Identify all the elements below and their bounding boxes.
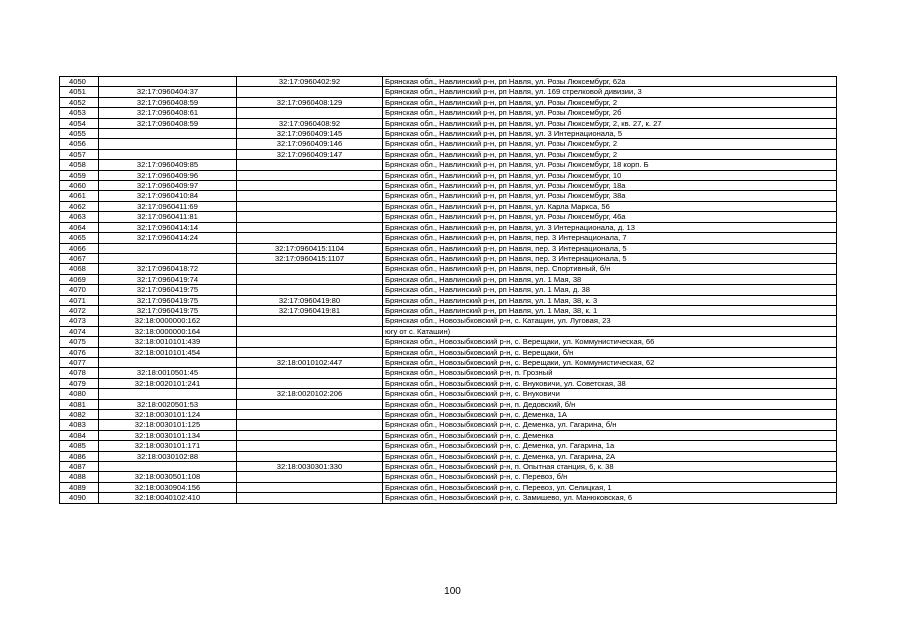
cadastral-number-cell bbox=[99, 253, 237, 263]
address-cell: Брянская обл., Новозыбковский р-н, с. Перевоз, ул. Селицкая, 1 bbox=[383, 482, 837, 492]
table-row bbox=[60, 139, 837, 149]
linked-cadastral-number-cell bbox=[237, 347, 383, 357]
linked-cadastral-number-cell: 32:17:0960409:146 bbox=[237, 139, 383, 149]
linked-cadastral-number-cell: 32:17:0960419:81 bbox=[237, 305, 383, 315]
linked-cadastral-number-cell: 32:17:0960402:92 bbox=[237, 77, 383, 87]
table-row bbox=[60, 285, 837, 295]
address-cell: Брянская обл., Новозыбковский р-н, с. Деменка, ул. Гагарина, 2А bbox=[383, 451, 837, 461]
linked-cadastral-number-cell bbox=[237, 420, 383, 430]
cadastral-number-cell: 32:18:0020501:53 bbox=[99, 399, 237, 409]
row-number-cell: 4081 bbox=[60, 399, 99, 409]
cadastral-number-cell: 32:18:0010101:454 bbox=[99, 347, 237, 357]
linked-cadastral-number-cell bbox=[237, 493, 383, 503]
address-cell: Брянская обл., Навлинский р-н, рп Навля, ул. Розы Люксембург, 2, кв. 27, к. 27 bbox=[383, 118, 837, 128]
table-row bbox=[60, 222, 837, 232]
row-number-cell: 4052 bbox=[60, 97, 99, 107]
linked-cadastral-number-cell bbox=[237, 337, 383, 347]
cadastral-number-cell: 32:17:0960419:75 bbox=[99, 295, 237, 305]
address-cell: Брянская обл., Новозыбковский р-н, с. Деменка, 1А bbox=[383, 410, 837, 420]
row-number-cell: 4078 bbox=[60, 368, 99, 378]
linked-cadastral-number-cell: 32:17:0960415:1107 bbox=[237, 253, 383, 263]
cadastral-number-cell bbox=[99, 129, 237, 139]
table-row bbox=[60, 378, 837, 388]
address-cell: Брянская обл., Новозыбковский р-н, с. Замишево, ул. Манюковская, 6 bbox=[383, 493, 837, 503]
cadastral-number-cell: 32:18:0010101:439 bbox=[99, 337, 237, 347]
address-cell: Брянская обл., Навлинский р-н, рп Навля, ул. 1 Мая, 38 bbox=[383, 274, 837, 284]
row-number-cell: 4071 bbox=[60, 295, 99, 305]
table-row bbox=[60, 212, 837, 222]
table-row bbox=[60, 274, 837, 284]
linked-cadastral-number-cell bbox=[237, 472, 383, 482]
address-cell: Брянская обл., Навлинский р-н, рп Навля, ул. 1 Мая, д. 38 bbox=[383, 285, 837, 295]
row-number-cell: 4084 bbox=[60, 430, 99, 440]
cadastral-number-cell: 32:17:0960419:75 bbox=[99, 305, 237, 315]
row-number-cell: 4075 bbox=[60, 337, 99, 347]
table-row bbox=[60, 337, 837, 347]
row-number-cell: 4056 bbox=[60, 139, 99, 149]
linked-cadastral-number-cell: 32:17:0960408:129 bbox=[237, 97, 383, 107]
cadastral-number-cell: 32:18:0030101:125 bbox=[99, 420, 237, 430]
cadastral-number-cell: 32:17:0960419:74 bbox=[99, 274, 237, 284]
cadastral-number-cell: 32:17:0960411:81 bbox=[99, 212, 237, 222]
table-row bbox=[60, 410, 837, 420]
table-row bbox=[60, 201, 837, 211]
address-cell: Брянская обл., Навлинский р-н, рп Навля, пер. 3 Интернационала, 5 bbox=[383, 253, 837, 263]
linked-cadastral-number-cell bbox=[237, 451, 383, 461]
address-cell: Брянская обл., Новозыбковский р-н, с. Верещаки, ул. Коммунистическая, 66 bbox=[383, 337, 837, 347]
row-number-cell: 4060 bbox=[60, 181, 99, 191]
linked-cadastral-number-cell bbox=[237, 368, 383, 378]
linked-cadastral-number-cell bbox=[237, 410, 383, 420]
address-cell: Брянская обл., Навлинский р-н, рп Навля, ул. Розы Люксембург, 18а bbox=[383, 181, 837, 191]
cadastral-number-cell: 32:18:0030101:171 bbox=[99, 441, 237, 451]
linked-cadastral-number-cell bbox=[237, 191, 383, 201]
address-cell: Брянская обл., Навлинский р-н, рп Навля, ул. Розы Люксембург, 18 корп. Б bbox=[383, 160, 837, 170]
row-number-cell: 4085 bbox=[60, 441, 99, 451]
linked-cadastral-number-cell bbox=[237, 222, 383, 232]
address-cell: Брянская обл., Новозыбковский р-н, п. Грозный bbox=[383, 368, 837, 378]
row-number-cell: 4073 bbox=[60, 316, 99, 326]
table-row bbox=[60, 430, 837, 440]
row-number-cell: 4055 bbox=[60, 129, 99, 139]
row-number-cell: 4053 bbox=[60, 108, 99, 118]
cadastral-number-cell: 32:18:0020101:241 bbox=[99, 378, 237, 388]
cadastral-number-cell bbox=[99, 462, 237, 472]
row-number-cell: 4065 bbox=[60, 233, 99, 243]
linked-cadastral-number-cell: 32:18:0020102:206 bbox=[237, 389, 383, 399]
address-cell: Брянская обл., Навлинский р-н, рп Навля, пер. Спортивный, б/н bbox=[383, 264, 837, 274]
table-row bbox=[60, 129, 837, 139]
cadastral-number-cell: 32:17:0960409:96 bbox=[99, 170, 237, 180]
table-row bbox=[60, 357, 837, 367]
table-row bbox=[60, 389, 837, 399]
cadastral-number-cell: 32:17:0960404:37 bbox=[99, 87, 237, 97]
address-cell: Брянская обл., Навлинский р-н, рп Навля, ул. Розы Люксембург, 38а bbox=[383, 191, 837, 201]
cadastral-number-cell: 32:17:0960409:97 bbox=[99, 181, 237, 191]
table-row bbox=[60, 295, 837, 305]
linked-cadastral-number-cell bbox=[237, 430, 383, 440]
linked-cadastral-number-cell bbox=[237, 316, 383, 326]
cadastral-number-cell: 32:17:0960410:84 bbox=[99, 191, 237, 201]
table-row bbox=[60, 368, 837, 378]
address-cell: Брянская обл., Новозыбковский р-н, с. Деменка bbox=[383, 430, 837, 440]
table-row bbox=[60, 243, 837, 253]
row-number-cell: 4074 bbox=[60, 326, 99, 336]
address-cell: Брянская обл., Навлинский р-н, рп Навля, ул. 1 Мая, 38, к. 3 bbox=[383, 295, 837, 305]
address-cell: Брянская обл., Навлинский р-н, рп Навля, пер. 3 Интернационала, 5 bbox=[383, 243, 837, 253]
linked-cadastral-number-cell: 32:18:0030301:330 bbox=[237, 462, 383, 472]
linked-cadastral-number-cell bbox=[237, 274, 383, 284]
table-row bbox=[60, 482, 837, 492]
row-number-cell: 4077 bbox=[60, 357, 99, 367]
linked-cadastral-number-cell: 32:17:0960408:92 bbox=[237, 118, 383, 128]
row-number-cell: 4067 bbox=[60, 253, 99, 263]
row-number-cell: 4089 bbox=[60, 482, 99, 492]
row-number-cell: 4051 bbox=[60, 87, 99, 97]
row-number-cell: 4068 bbox=[60, 264, 99, 274]
row-number-cell: 4066 bbox=[60, 243, 99, 253]
address-cell: Брянская обл., Навлинский р-н, рп Навля, ул. Розы Люксембург, 2 bbox=[383, 149, 837, 159]
linked-cadastral-number-cell bbox=[237, 482, 383, 492]
cadastral-number-cell: 32:18:0030101:134 bbox=[99, 430, 237, 440]
row-number-cell: 4090 bbox=[60, 493, 99, 503]
row-number-cell: 4062 bbox=[60, 201, 99, 211]
address-cell: Брянская обл., Навлинский р-н, рп Навля, ул. Розы Люксембург, 2б bbox=[383, 108, 837, 118]
row-number-cell: 4080 bbox=[60, 389, 99, 399]
address-cell: Брянская обл., Навлинский р-н, рп Навля, ул. Розы Люксембург, 2 bbox=[383, 139, 837, 149]
linked-cadastral-number-cell bbox=[237, 201, 383, 211]
registry-table-body bbox=[60, 77, 837, 504]
address-cell: Брянская обл., Навлинский р-н, рп Навля, ул. 169 стрелковой дивизии, 3 bbox=[383, 87, 837, 97]
cadastral-number-cell: 32:18:0030501:108 bbox=[99, 472, 237, 482]
address-cell: Брянская обл., Новозыбковский р-н, с. Катащин, ул. Луговая, 23 bbox=[383, 316, 837, 326]
cadastral-number-cell: 32:17:0960408:61 bbox=[99, 108, 237, 118]
table-row bbox=[60, 441, 837, 451]
table-row bbox=[60, 160, 837, 170]
linked-cadastral-number-cell bbox=[237, 108, 383, 118]
cadastral-number-cell: 32:18:0010501:45 bbox=[99, 368, 237, 378]
linked-cadastral-number-cell bbox=[237, 212, 383, 222]
cadastral-number-cell: 32:18:0030102:88 bbox=[99, 451, 237, 461]
row-number-cell: 4050 bbox=[60, 77, 99, 87]
row-number-cell: 4088 bbox=[60, 472, 99, 482]
linked-cadastral-number-cell bbox=[237, 181, 383, 191]
table-row bbox=[60, 181, 837, 191]
row-number-cell: 4079 bbox=[60, 378, 99, 388]
cadastral-number-cell bbox=[99, 139, 237, 149]
address-cell: Брянская обл., Новозыбковский р-н, с. Внуковичи bbox=[383, 389, 837, 399]
table-row bbox=[60, 472, 837, 482]
cadastral-number-cell bbox=[99, 389, 237, 399]
table-row bbox=[60, 170, 837, 180]
cadastral-number-cell: 32:17:0960408:59 bbox=[99, 97, 237, 107]
row-number-cell: 4069 bbox=[60, 274, 99, 284]
cadastral-number-cell: 32:18:0040102:410 bbox=[99, 493, 237, 503]
table-row bbox=[60, 264, 837, 274]
address-cell: Брянская обл., Новозыбковский р-н, с. Верещаки, б/н bbox=[383, 347, 837, 357]
row-number-cell: 4064 bbox=[60, 222, 99, 232]
cadastral-number-cell: 32:17:0960414:14 bbox=[99, 222, 237, 232]
linked-cadastral-number-cell bbox=[237, 264, 383, 274]
table-row bbox=[60, 118, 837, 128]
linked-cadastral-number-cell: 32:17:0960419:80 bbox=[237, 295, 383, 305]
address-cell: Брянская обл., Навлинский р-н, рп Навля, ул. Розы Люксембург, 62а bbox=[383, 77, 837, 87]
address-cell: Брянская обл., Навлинский р-н, рп Навля, ул. 3 Интернационала, д. 13 bbox=[383, 222, 837, 232]
row-number-cell: 4072 bbox=[60, 305, 99, 315]
address-cell: Брянская обл., Новозыбковский р-н, с. Деменка, ул. Гагарина, 1а bbox=[383, 441, 837, 451]
address-cell: Брянская обл., Навлинский р-н, рп Навля, ул. Розы Люксембург, 10 bbox=[383, 170, 837, 180]
row-number-cell: 4054 bbox=[60, 118, 99, 128]
table-row bbox=[60, 316, 837, 326]
address-cell: Брянская обл., Новозыбковский р-н, с. Деменка, ул. Гагарина, б/н bbox=[383, 420, 837, 430]
table-row bbox=[60, 233, 837, 243]
table-row bbox=[60, 399, 837, 409]
address-cell: Брянская обл., Новозыбковский р-н, п. Опытная станция, 6, к. 38 bbox=[383, 462, 837, 472]
linked-cadastral-number-cell bbox=[237, 399, 383, 409]
address-cell: Брянская обл., Новозыбковский р-н, с. Внуковичи, ул. Советская, 38 bbox=[383, 378, 837, 388]
cadastral-number-cell: 32:17:0960419:75 bbox=[99, 285, 237, 295]
table-row bbox=[60, 493, 837, 503]
row-number-cell: 4063 bbox=[60, 212, 99, 222]
linked-cadastral-number-cell bbox=[237, 233, 383, 243]
table-row bbox=[60, 347, 837, 357]
row-number-cell: 4059 bbox=[60, 170, 99, 180]
cadastral-number-cell: 32:18:0000000:162 bbox=[99, 316, 237, 326]
cadastral-number-cell: 32:18:0030904:156 bbox=[99, 482, 237, 492]
linked-cadastral-number-cell bbox=[237, 87, 383, 97]
address-cell: Брянская обл., Навлинский р-н, рп Навля, ул. Карла Маркса, 56 bbox=[383, 201, 837, 211]
table-row bbox=[60, 191, 837, 201]
linked-cadastral-number-cell: 32:18:0010102:447 bbox=[237, 357, 383, 367]
linked-cadastral-number-cell bbox=[237, 170, 383, 180]
linked-cadastral-number-cell bbox=[237, 326, 383, 336]
table-row bbox=[60, 451, 837, 461]
cadastral-number-cell: 32:17:0960411:69 bbox=[99, 201, 237, 211]
linked-cadastral-number-cell bbox=[237, 441, 383, 451]
address-cell: югу от с. Каташин) bbox=[383, 326, 837, 336]
address-cell: Брянская обл., Навлинский р-н, рп Навля, пер. 3 Интернационала, 7 bbox=[383, 233, 837, 243]
registry-table bbox=[59, 76, 837, 504]
cadastral-number-cell: 32:17:0960409:85 bbox=[99, 160, 237, 170]
row-number-cell: 4070 bbox=[60, 285, 99, 295]
row-number-cell: 4057 bbox=[60, 149, 99, 159]
address-cell: Брянская обл., Навлинский р-н, рп Навля, ул. Розы Люксембург, 46а bbox=[383, 212, 837, 222]
table-row bbox=[60, 420, 837, 430]
row-number-cell: 4058 bbox=[60, 160, 99, 170]
table-row bbox=[60, 87, 837, 97]
cadastral-number-cell bbox=[99, 243, 237, 253]
table-row bbox=[60, 253, 837, 263]
table-row bbox=[60, 462, 837, 472]
cadastral-number-cell: 32:17:0960418:72 bbox=[99, 264, 237, 274]
address-cell: Брянская обл., Навлинский р-н, рп Навля, ул. 3 Интернационала, 5 bbox=[383, 129, 837, 139]
cadastral-number-cell bbox=[99, 149, 237, 159]
address-cell: Брянская обл., Новозыбковский р-н, п. Дедовский, б/н bbox=[383, 399, 837, 409]
table-row bbox=[60, 149, 837, 159]
linked-cadastral-number-cell bbox=[237, 285, 383, 295]
address-cell: Брянская обл., Новозыбковский р-н, с. Перевоз, б/н bbox=[383, 472, 837, 482]
address-cell: Брянская обл., Навлинский р-н, рп Навля, ул. Розы Люксембург, 2 bbox=[383, 97, 837, 107]
row-number-cell: 4082 bbox=[60, 410, 99, 420]
row-number-cell: 4076 bbox=[60, 347, 99, 357]
cadastral-number-cell: 32:18:0030101:124 bbox=[99, 410, 237, 420]
address-cell: Брянская обл., Новозыбковский р-н, с. Верещаки, ул. Коммунистическая, 62 bbox=[383, 357, 837, 367]
table-row bbox=[60, 326, 837, 336]
cadastral-number-cell: 32:17:0960414:24 bbox=[99, 233, 237, 243]
page-number: 100 bbox=[444, 586, 461, 597]
table-row bbox=[60, 108, 837, 118]
linked-cadastral-number-cell: 32:17:0960409:147 bbox=[237, 149, 383, 159]
linked-cadastral-number-cell: 32:17:0960409:145 bbox=[237, 129, 383, 139]
table-row bbox=[60, 77, 837, 87]
row-number-cell: 4083 bbox=[60, 420, 99, 430]
cadastral-number-cell bbox=[99, 357, 237, 367]
table-row bbox=[60, 97, 837, 107]
row-number-cell: 4061 bbox=[60, 191, 99, 201]
row-number-cell: 4087 bbox=[60, 462, 99, 472]
address-cell: Брянская обл., Навлинский р-н, рп Навля, ул. 1 Мая, 38, к. 1 bbox=[383, 305, 837, 315]
cadastral-number-cell: 32:18:0000000:164 bbox=[99, 326, 237, 336]
linked-cadastral-number-cell bbox=[237, 160, 383, 170]
linked-cadastral-number-cell: 32:17:0960415:1104 bbox=[237, 243, 383, 253]
table-row bbox=[60, 305, 837, 315]
cadastral-number-cell bbox=[99, 77, 237, 87]
linked-cadastral-number-cell bbox=[237, 378, 383, 388]
row-number-cell: 4086 bbox=[60, 451, 99, 461]
cadastral-number-cell: 32:17:0960408:59 bbox=[99, 118, 237, 128]
